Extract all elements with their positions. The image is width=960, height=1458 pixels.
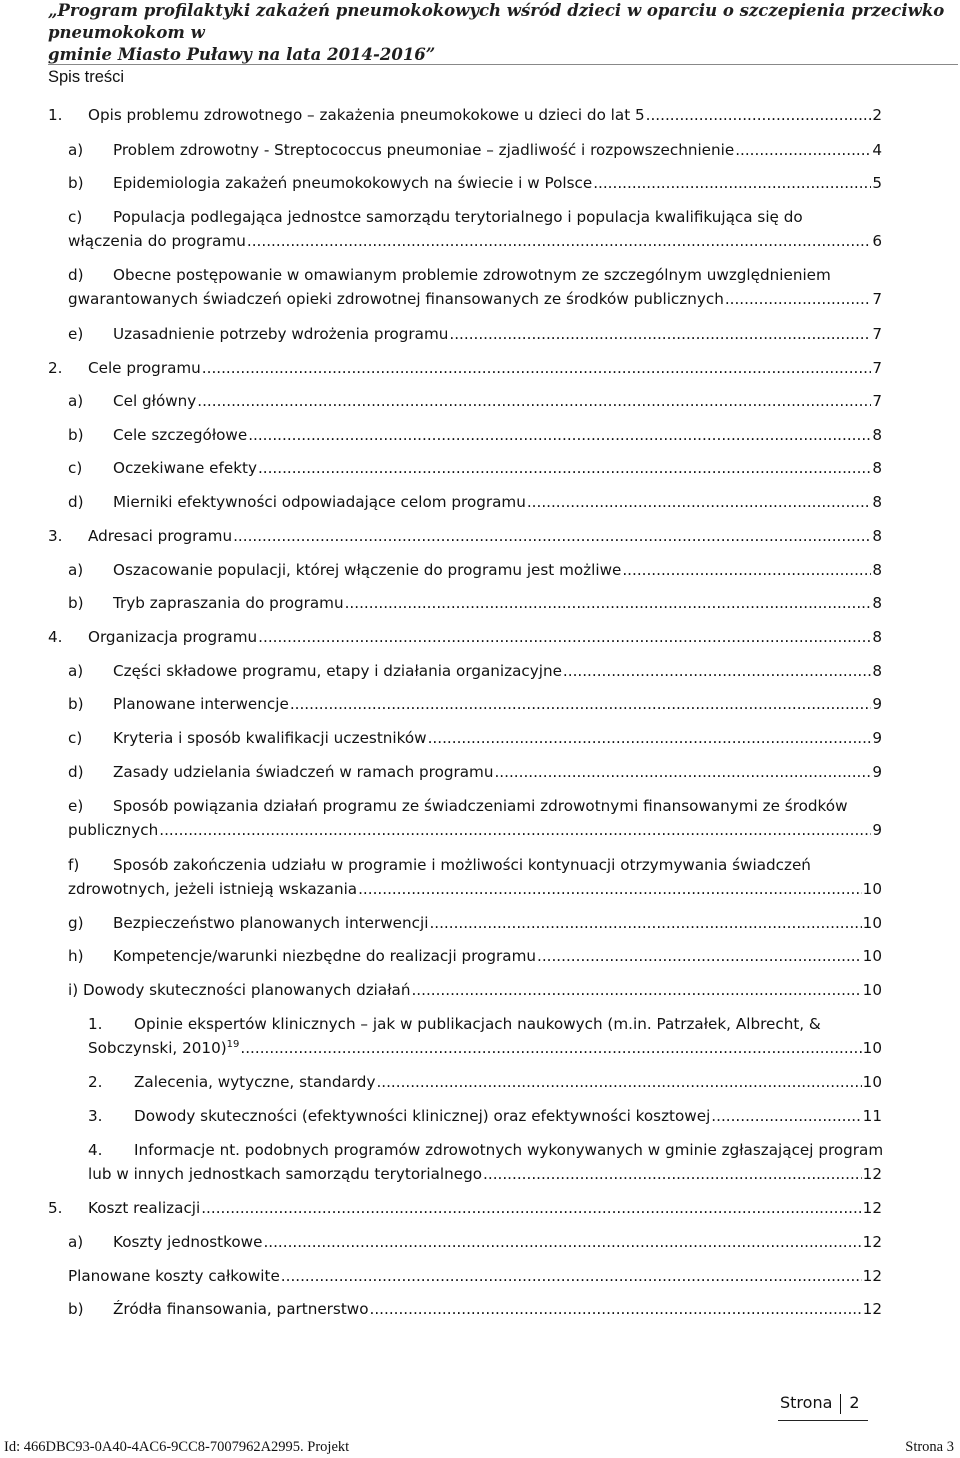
toc-leader-dots bbox=[370, 1298, 862, 1321]
toc-entry-title: Oczekiwane efekty bbox=[113, 459, 257, 477]
toc-leader-dots bbox=[240, 1037, 861, 1060]
toc-entry-title: Cele szczegółowe bbox=[113, 426, 248, 444]
toc-leader-dots bbox=[563, 660, 871, 683]
toc-entry-page: 6 bbox=[872, 232, 882, 250]
toc-entry-page: 8 bbox=[872, 561, 882, 579]
toc-entry-title: Bezpieczeństwo planowanych interwencji bbox=[113, 914, 429, 932]
toc-leader-dots bbox=[711, 1105, 861, 1128]
toc-leader-dots bbox=[248, 424, 871, 447]
toc-entry-title: Źródła finansowania, partnerstwo bbox=[113, 1300, 369, 1318]
toc-leader-dots bbox=[725, 288, 872, 311]
toc-entry-title: Dowody skuteczności (efektywności klinicznej) oraz efektywności kosztowej bbox=[134, 1107, 711, 1125]
toc-entry-number: b) bbox=[68, 426, 84, 444]
toc-entry-title: Kryteria i sposób kwalifikacji uczestników bbox=[113, 729, 427, 747]
toc-entry-page: 12 bbox=[862, 1199, 882, 1217]
toc-entry-title: włączenia do programu bbox=[68, 232, 246, 250]
toc-entry-number: e) bbox=[68, 325, 84, 343]
toc-entry-page: 7 bbox=[872, 290, 882, 308]
toc-entry-title: Uzasadnienie potrzeby wdrożenia programu bbox=[113, 325, 449, 343]
toc-entry-page: 8 bbox=[872, 527, 882, 545]
toc-entry-number: c) bbox=[68, 208, 83, 226]
toc-entry-title: Kompetencje/warunki niezbędne do realizacji programu bbox=[113, 947, 536, 965]
toc-entry-page: 8 bbox=[872, 493, 882, 511]
toc-entry-page: 12 bbox=[862, 1165, 882, 1183]
toc-entry-title-line1: Informacje nt. podobnych programów zdrowotnych wykonywanych w gminie zgłaszającej program bbox=[134, 1141, 884, 1159]
footer-page-number bbox=[780, 1392, 860, 1414]
toc-entry-number: 3. bbox=[48, 527, 63, 545]
toc-entry-title: Koszt realizacji bbox=[88, 1199, 201, 1217]
toc-entry-number: b) bbox=[68, 174, 84, 192]
toc-entry-number: d) bbox=[68, 763, 84, 781]
toc-entry-number: a) bbox=[68, 662, 84, 680]
toc-entry-title: Opis problemu zdrowotnego – zakażenia pneumokokowe u dzieci do lat 5 bbox=[88, 106, 645, 124]
footer-separator bbox=[840, 1394, 841, 1414]
toc-leader-dots bbox=[233, 525, 871, 548]
toc-entry-number: 5. bbox=[48, 1199, 63, 1217]
toc-title: Spis treści bbox=[48, 68, 125, 86]
toc-entry-page: 8 bbox=[872, 459, 882, 477]
toc-entry-page: 11 bbox=[862, 1107, 882, 1125]
toc-leader-dots bbox=[376, 1071, 861, 1094]
toc-entry-number: a) bbox=[68, 141, 84, 159]
toc-leader-dots bbox=[258, 626, 871, 649]
toc-leader-dots bbox=[202, 357, 872, 380]
toc-leader-dots bbox=[494, 761, 871, 784]
toc-entry-page: 12 bbox=[862, 1300, 882, 1318]
toc-entry-page: 10 bbox=[862, 1073, 882, 1091]
toc-leader-dots bbox=[358, 878, 862, 901]
toc-entry-page: 8 bbox=[872, 594, 882, 612]
toc-entry-title: Problem zdrowotny - Streptococcus pneumoniae – zjadliwość i rozpowszechnienie bbox=[113, 141, 735, 159]
toc-entry-title-line1: Populacja podlegająca jednostce samorządu terytorialnego i populacja kwalifikująca się do bbox=[113, 208, 803, 226]
toc-leader-dots bbox=[593, 172, 871, 195]
toc-entry-title: Zasady udzielania świadczeń w ramach programu bbox=[113, 763, 494, 781]
toc-entry-number: 2. bbox=[48, 359, 63, 377]
toc-entry-title: Koszty jednostkowe bbox=[113, 1233, 263, 1251]
toc-entry-number: 4. bbox=[48, 628, 63, 646]
toc-leader-dots bbox=[345, 592, 872, 615]
toc-entry-page: 2 bbox=[872, 106, 882, 124]
toc-entry-title: gwarantowanych świadczeń opieki zdrowotnej finansowanych ze środków publicznych bbox=[68, 290, 724, 308]
toc-entry-page: 9 bbox=[872, 763, 882, 781]
toc-entry-number: f) bbox=[68, 856, 80, 874]
toc-entry-number: a) bbox=[68, 561, 84, 579]
footer-strona-label: Strona bbox=[780, 1393, 833, 1412]
toc-entry-title-line1: Obecne postępowanie w omawianym problemie zdrowotnym ze szczególnym uwzględnieniem bbox=[113, 266, 831, 284]
footer-page-label: Strona 3 bbox=[905, 1439, 954, 1455]
toc-leader-dots bbox=[428, 727, 872, 750]
toc-entry-title: publicznych bbox=[68, 821, 159, 839]
toc-entry-number: b) bbox=[68, 695, 84, 713]
toc-entry-number: 2. bbox=[88, 1073, 103, 1091]
toc-leader-dots bbox=[263, 1231, 861, 1254]
toc-leader-dots bbox=[449, 323, 871, 346]
toc-leader-dots bbox=[290, 693, 872, 716]
toc-entry-title: Tryb zapraszania do programu bbox=[113, 594, 344, 612]
toc-entry-page: 10 bbox=[862, 981, 882, 999]
toc-leader-dots bbox=[527, 491, 871, 514]
toc-entry-number: 3. bbox=[88, 1107, 103, 1125]
toc-leader-dots bbox=[281, 1265, 862, 1288]
toc-entry-page: 10 bbox=[862, 880, 882, 898]
toc-entry-page: 4 bbox=[872, 141, 882, 159]
document-header bbox=[48, 0, 953, 66]
toc-entry-title: Części składowe programu, etapy i działania organizacyjne bbox=[113, 662, 562, 680]
toc-entry-page: 8 bbox=[872, 628, 882, 646]
toc-entry-number: 4. bbox=[88, 1141, 103, 1159]
footer-divider bbox=[778, 1420, 868, 1421]
toc-entry-title: Epidemiologia zakażeń pneumokokowych na świecie i w Polsce bbox=[113, 174, 593, 192]
toc-entry-title: Organizacja programu bbox=[88, 628, 258, 646]
toc-entry-title: Cel główny bbox=[113, 392, 197, 410]
toc-entry-title: Mierniki efektywności odpowiadające celom programu bbox=[113, 493, 526, 511]
footnote-reference: 19 bbox=[226, 1038, 240, 1050]
toc-leader-dots bbox=[247, 230, 871, 253]
toc-entry-title: lub w innych jednostkach samorządu terytorialnego bbox=[88, 1165, 483, 1183]
toc-leader-dots bbox=[411, 979, 861, 1002]
toc-entry-number: b) bbox=[68, 1300, 84, 1318]
toc-leader-dots bbox=[429, 912, 861, 935]
toc-entry-number: h) bbox=[68, 947, 84, 965]
toc-entry-number: g) bbox=[68, 914, 84, 932]
header-title-line1: „Program profilaktyki zakażeń pneumokokowych wśród dzieci w oparciu o szczepienia przeciwko pneumokokom w bbox=[48, 1, 945, 42]
toc-entry-page: 9 bbox=[872, 729, 882, 747]
toc-entry-page: 10 bbox=[862, 914, 882, 932]
toc-entry-title: Cele programu bbox=[88, 359, 201, 377]
toc-entry-title: zdrowotnych, jeżeli istnieją wskazania bbox=[68, 880, 358, 898]
toc-entry-title-line1: Sposób powiązania działań programu ze świadczeniami zdrowotnymi finansowanymi ze środków bbox=[113, 797, 848, 815]
toc-entry-page: 9 bbox=[872, 695, 882, 713]
toc-entry-number: d) bbox=[68, 266, 84, 284]
toc-entry-title-line1: Sposób zakończenia udziału w programie i możliwości kontynuacji otrzymywania świadczeń bbox=[113, 856, 811, 874]
toc-entry-page: 10 bbox=[862, 1039, 882, 1057]
toc-entry-number: a) bbox=[68, 392, 84, 410]
toc-entry-title: Adresaci programu bbox=[88, 527, 233, 545]
toc-entry-page: 10 bbox=[862, 947, 882, 965]
footer-document-id: Id: 466DBC93-0A40-4AC6-9CC8-7007962A2995. Projekt bbox=[4, 1439, 350, 1455]
toc-entry-number: c) bbox=[68, 729, 83, 747]
toc-entry-page: 8 bbox=[872, 426, 882, 444]
toc-entry-title-line1: Opinie ekspertów klinicznych – jak w publikacjach naukowych (m.in. Patrzałek, Albrecht, & bbox=[134, 1015, 821, 1033]
header-title-line2: gminie Miasto Puławy na lata 2014-2016” bbox=[48, 45, 436, 64]
toc-entry-title: Planowane interwencje bbox=[113, 695, 289, 713]
toc-entry-page: 12 bbox=[862, 1233, 882, 1251]
toc-entry-page: 7 bbox=[872, 325, 882, 343]
toc-leader-dots bbox=[159, 819, 871, 842]
toc-leader-dots bbox=[622, 559, 871, 582]
toc-leader-dots bbox=[258, 457, 871, 480]
toc-entry-title: i) Dowody skuteczności planowanych działań bbox=[68, 981, 411, 999]
toc-entry-number: 1. bbox=[88, 1015, 103, 1033]
toc-entry-number: a) bbox=[68, 1233, 84, 1251]
toc-leader-dots bbox=[201, 1197, 861, 1220]
toc-entry-number: 1. bbox=[48, 106, 63, 124]
toc-leader-dots bbox=[483, 1163, 862, 1186]
toc-entry-page: 7 bbox=[872, 359, 882, 377]
toc-entry-page: 7 bbox=[872, 392, 882, 410]
toc-entry-title: Planowane koszty całkowite bbox=[68, 1267, 280, 1285]
toc-entry-page: 9 bbox=[872, 821, 882, 839]
toc-entry-page: 5 bbox=[872, 174, 882, 192]
toc-leader-dots bbox=[197, 390, 871, 413]
toc-entry-number: e) bbox=[68, 797, 84, 815]
toc-entry-title: Sobczynski, 2010)$^{19}$ bbox=[88, 1038, 240, 1057]
toc-entry-number: b) bbox=[68, 594, 84, 612]
footer-strona-number: 2 bbox=[849, 1393, 860, 1412]
toc-entry-page: 8 bbox=[872, 662, 882, 680]
toc-leader-dots bbox=[537, 945, 862, 968]
toc-leader-dots bbox=[735, 139, 871, 162]
toc-entry-number: d) bbox=[68, 493, 84, 511]
toc-entry-number: c) bbox=[68, 459, 83, 477]
toc-entry-title: Oszacowanie populacji, której włączenie do programu jest możliwe bbox=[113, 561, 622, 579]
toc-leader-dots bbox=[646, 104, 872, 127]
toc-entry-title: Zalecenia, wytyczne, standardy bbox=[134, 1073, 376, 1091]
header-divider bbox=[48, 64, 958, 65]
toc-entry-page: 12 bbox=[862, 1267, 882, 1285]
